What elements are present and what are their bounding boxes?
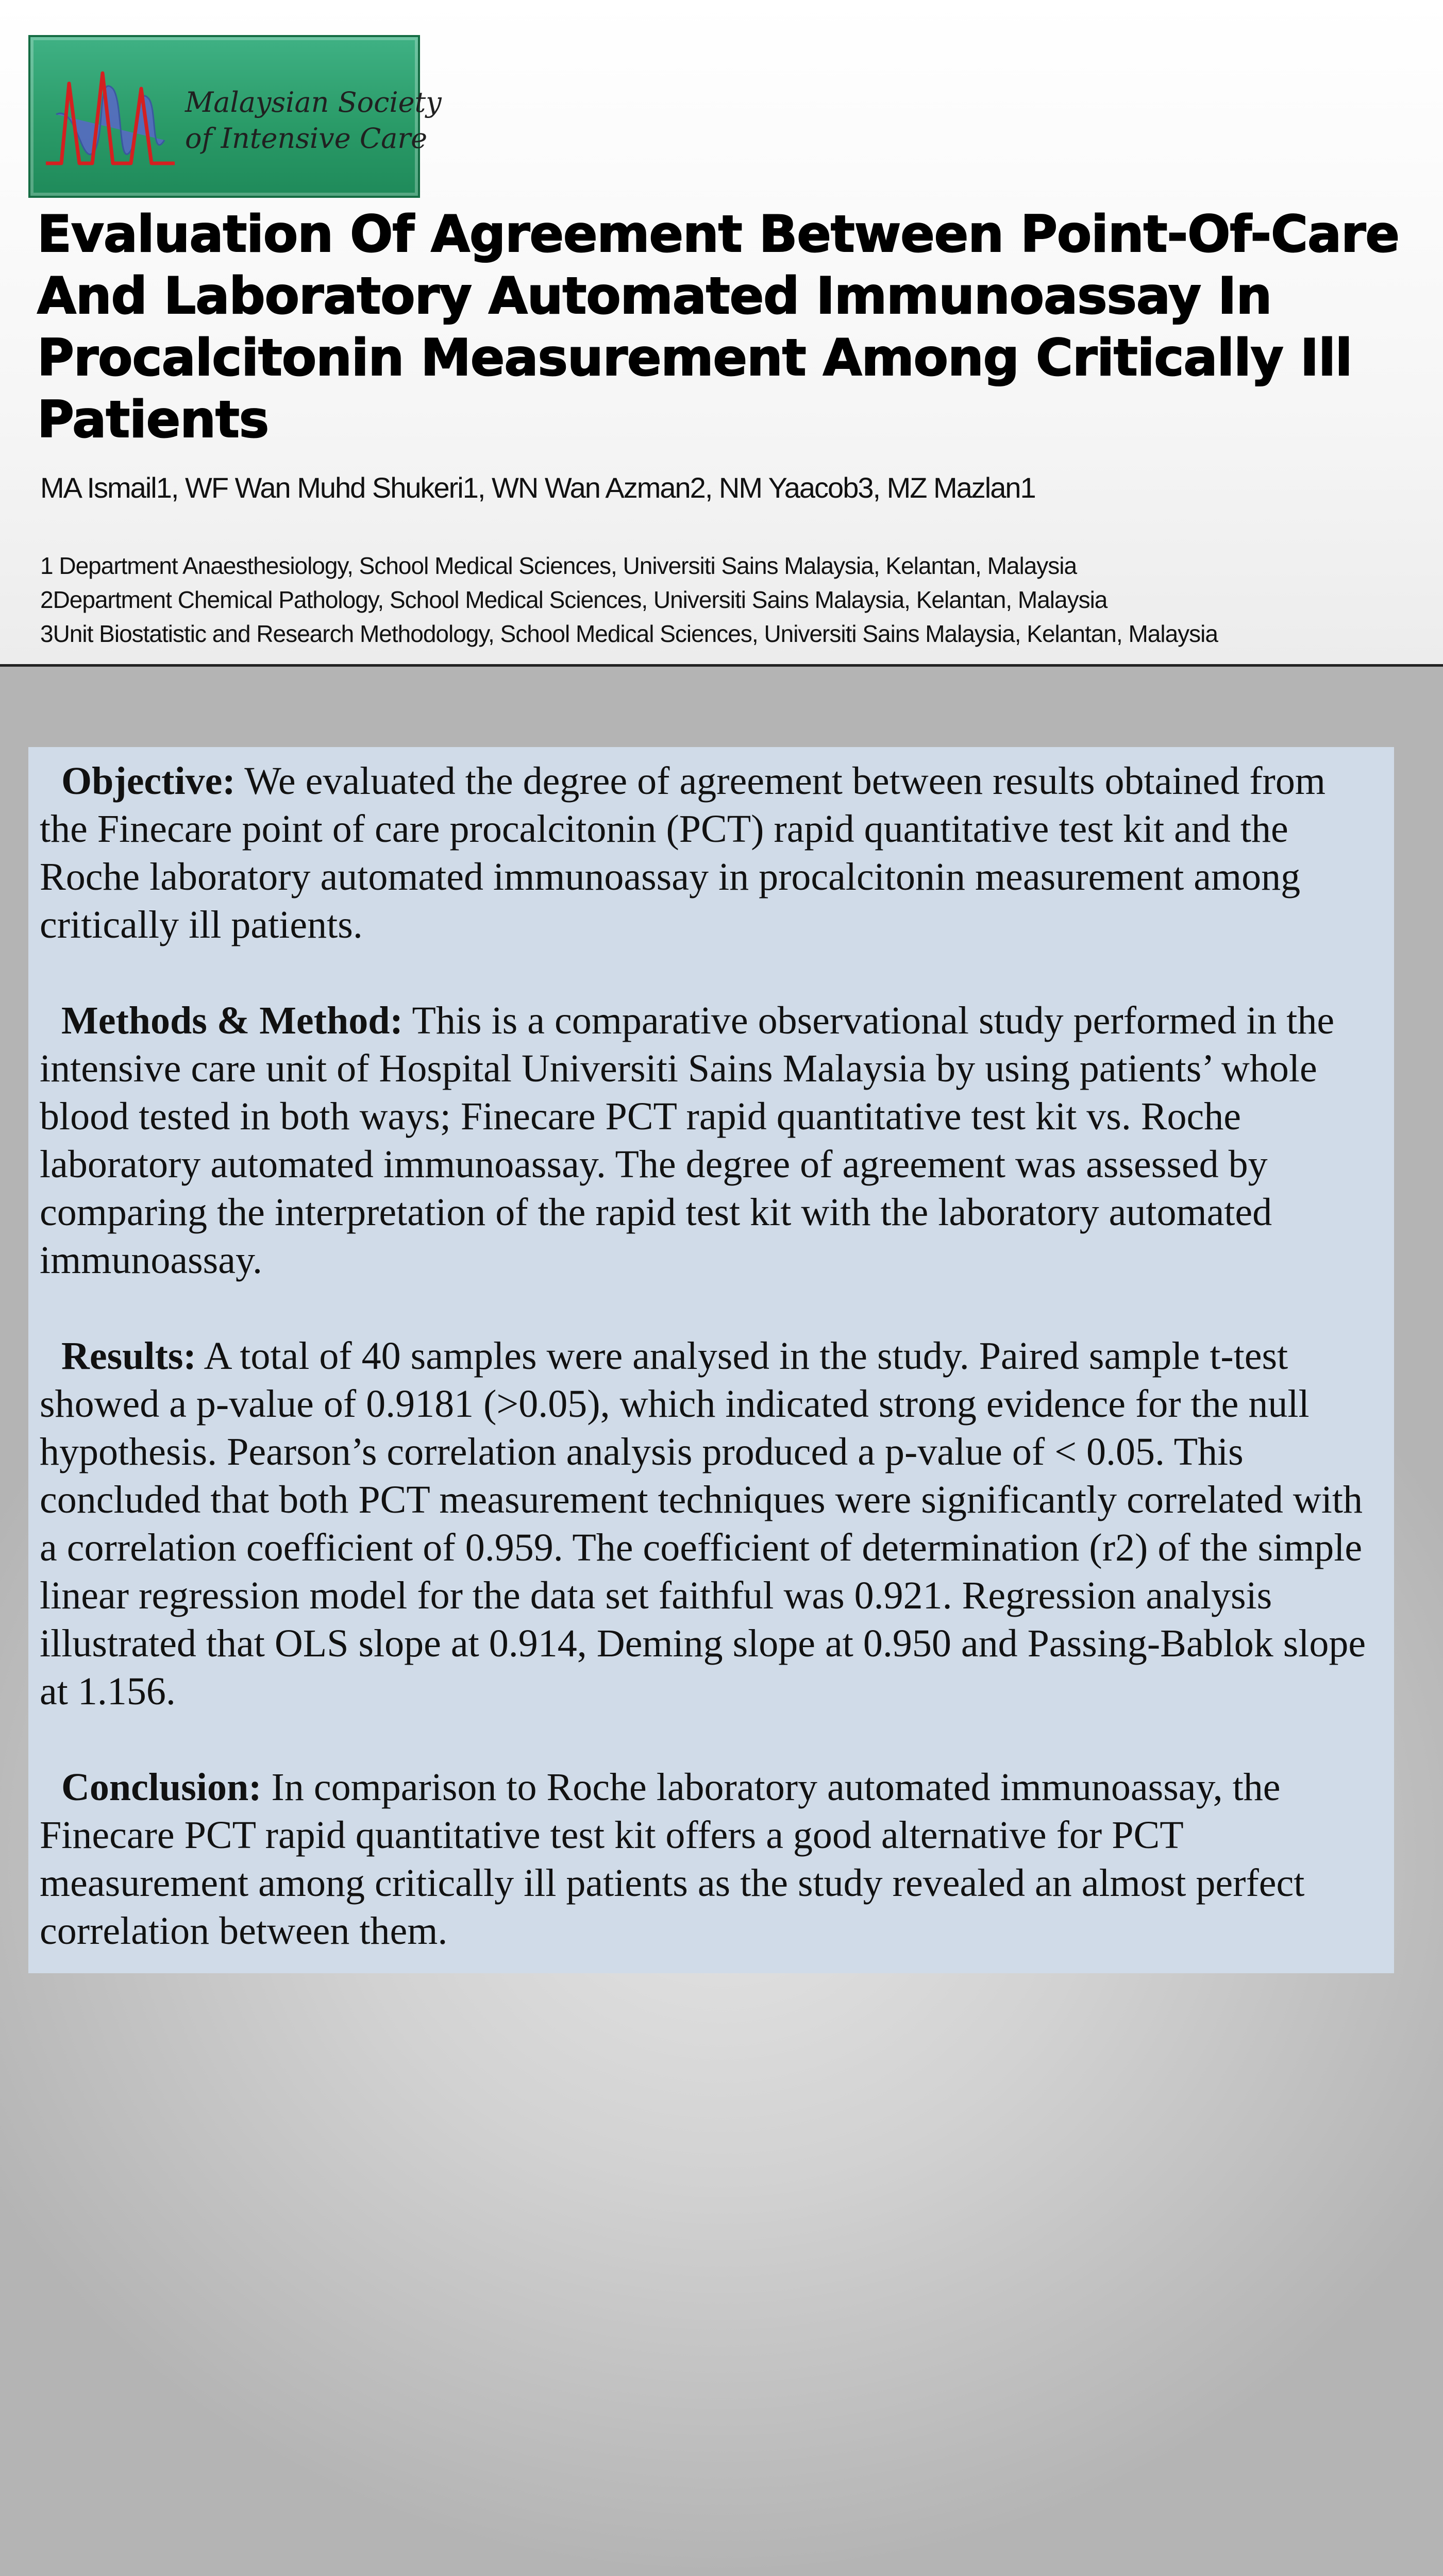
- logo-line-1: Malaysian Society: [185, 86, 442, 118]
- results-text: A total of 40 samples were analysed in the study. Paired sample t-test showed a p-value of 0.9181 (>0.05), which indicated strong evidence for the null hypothesis. Pearson’s correlation analysis produced a p-value of < 0.05. This concluded that both PCT measurement techniques were significantly correlated with a correlation coefficient of 0.959. The coefficient of determination (r2) of the simple linear regression model for the data set faithful was 0.921. Regression analysis illustrated that OLS slope at 0.914, Deming slope at 0.950 and Passing-Bablok slope at 1.156.: [40, 1334, 1366, 1713]
- affiliation-list: [40, 549, 1421, 651]
- results-heading: Results:: [61, 1334, 196, 1378]
- conclusion-heading: Conclusion:: [61, 1766, 262, 1809]
- header-divider: [0, 664, 1443, 667]
- objective-section: [40, 757, 1383, 949]
- poster-header: [0, 0, 1443, 665]
- results-section: [40, 1332, 1383, 1716]
- affiliation-1: 1 Department Anaesthesiology, School Medical Sciences, Universiti Sains Malaysia, Kelantan, Malaysia: [40, 552, 1077, 579]
- society-logo: [28, 35, 442, 198]
- methods-heading: Methods & Method:: [61, 999, 403, 1042]
- objective-text: We evaluated the degree of agreement between results obtained from the Finecare point of care procalcitonin (PCT) rapid quantitative test kit and the Roche laboratory automated immunoassay in procalcitonin measurement among critically ill patients.: [40, 759, 1325, 946]
- objective-heading: Objective:: [61, 759, 236, 803]
- waveform-icon: [46, 53, 175, 181]
- affiliation-2: 2Department Chemical Pathology, School Medical Sciences, Universiti Sains Malaysia, Kelantan, Malaysia: [40, 586, 1108, 613]
- logo-text: [185, 84, 442, 157]
- methods-section: [40, 997, 1383, 1284]
- conclusion-text: In comparison to Roche laboratory automated immunoassay, the Finecare PCT rapid quantitative test kit offers a good alternative for PCT measurement among critically ill patients as the study revealed an almost perfect correlation between them.: [40, 1766, 1305, 1953]
- author-list: MA Ismail1, WF Wan Muhd Shukeri1, WN Wan Azman2, NM Yaacob3, MZ Mazlan1: [40, 471, 1035, 504]
- affiliation-3: 3Unit Biostatistic and Research Methodology, School Medical Sciences, Universiti Sains Malaysia, Kelantan, Malaysia: [40, 620, 1218, 647]
- poster-title: Evaluation Of Agreement Between Point-Of-Care And Laboratory Automated Immunoassay In Procalcitonin Measurement Among Critically Ill Patients: [37, 205, 1399, 449]
- logo-line-2: of Intensive Care: [185, 122, 428, 155]
- conclusion-section: [40, 1764, 1383, 1955]
- methods-text: This is a comparative observational study performed in the intensive care unit of Hospital Universiti Sains Malaysia by using patients’ whole blood tested in both ways; Finecare PCT rapid quantitative test kit vs. Roche laboratory automated immunoassay. The degree of agreement was assessed by comparing the interpretation of the rapid test kit with the laboratory automated immunoassay.: [40, 999, 1335, 1282]
- abstract-panel: [28, 747, 1394, 1973]
